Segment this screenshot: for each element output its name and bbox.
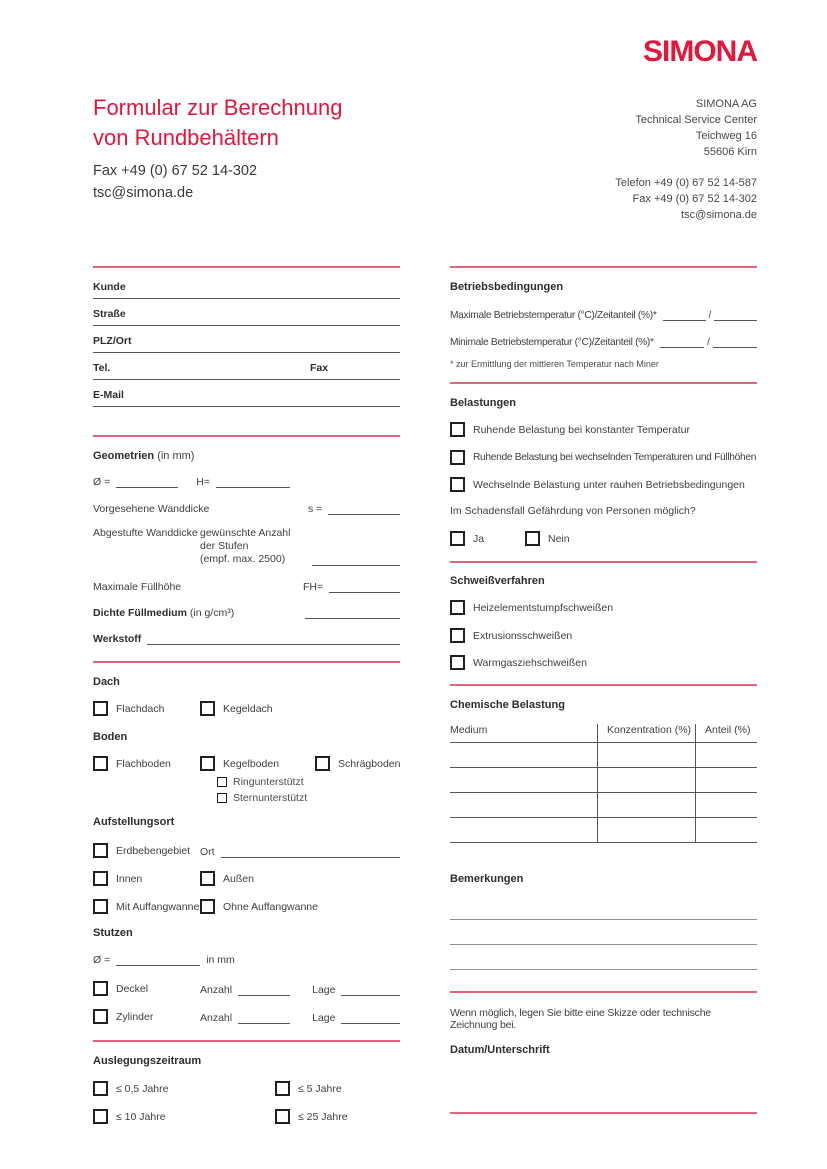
bemerkungen-line[interactable]: [450, 969, 757, 970]
boden-options-row: [93, 756, 400, 771]
fuellhoehe-input-line[interactable]: [329, 579, 400, 593]
deckel-lage-label: Lage: [312, 984, 336, 996]
boden-heading: Boden: [93, 731, 128, 743]
deckel-checkbox[interactable]: [93, 981, 108, 996]
dach-options-row: [93, 701, 400, 716]
bemerkungen-heading: Bemerkungen: [450, 873, 524, 885]
page-title-line2: von Rundbehältern: [93, 125, 279, 150]
ja-nein-row: [450, 531, 757, 546]
zylinder-row: [93, 1009, 400, 1024]
abgestufte-wanddicke-row: [93, 527, 400, 566]
stufen-note-line2: der Stufen: [200, 540, 249, 552]
kegelboden-label: Kegelboden: [223, 757, 280, 770]
heizelement-checkbox[interactable]: [450, 600, 465, 615]
stutzen-durchmesser-label: Ø =: [93, 954, 111, 966]
warmgas-label: Warmgasziehschweißen: [473, 656, 587, 669]
kegelboden-checkbox[interactable]: [200, 756, 215, 771]
auslegung-5-label: ≤ 5 Jahre: [298, 1082, 342, 1095]
auslegung-5-checkbox[interactable]: [275, 1081, 290, 1096]
auslegung-25-label: ≤ 25 Jahre: [298, 1110, 348, 1123]
ohne-auffangwanne-option: [200, 899, 318, 914]
ohne-auffangwanne-checkbox[interactable]: [200, 899, 215, 914]
gefaehrdung-frage: Im Schadensfall Gefährdung von Personen möglich?: [450, 505, 696, 517]
chemie-cell[interactable]: [450, 793, 597, 818]
wanddicke-row: [93, 501, 400, 515]
divider-rule: [450, 561, 757, 563]
deckel-anzahl-input-line[interactable]: [238, 982, 290, 996]
company-street: Teichweg 16: [695, 130, 757, 142]
chemie-cell[interactable]: [695, 743, 757, 768]
schraegboden-label: Schrägboden: [338, 757, 401, 770]
ort-input-line[interactable]: [221, 844, 400, 858]
innen-label: Innen: [116, 872, 143, 885]
stufen-note-line1: gewünschte Anzahl: [200, 527, 291, 539]
belastung-rauh-checkbox[interactable]: [450, 477, 465, 492]
geometrien-heading-suffix: (in mm): [157, 450, 195, 462]
min-zeitanteil-input-line[interactable]: [713, 334, 757, 348]
chemie-cell[interactable]: [597, 818, 695, 843]
chemie-cell[interactable]: [597, 743, 695, 768]
innen-checkbox[interactable]: [93, 871, 108, 886]
zylinder-option: [93, 1009, 200, 1024]
ja-option: [450, 531, 525, 546]
datum-unterschrift-heading: Datum/Unterschrift: [450, 1043, 550, 1056]
schweiss-heading: Schweißverfahren: [450, 575, 545, 587]
geometrien-heading: [93, 450, 400, 462]
hoehe-label: H=: [196, 476, 210, 488]
belastung-rauh-label: Wechselnde Belastung unter rauhen Betriebsbedingungen: [473, 478, 745, 491]
min-temp-slash: /: [707, 337, 710, 348]
dichte-row: [93, 605, 400, 619]
email-label: E-Mail: [93, 389, 124, 401]
chemie-cell[interactable]: [597, 793, 695, 818]
sternunterstuetzt-checkbox[interactable]: [217, 793, 227, 803]
zylinder-checkbox[interactable]: [93, 1009, 108, 1024]
auslegung-row1: [93, 1081, 400, 1096]
chemie-table: [450, 724, 757, 843]
divider-rule: [93, 1040, 400, 1042]
auslegung-25-checkbox[interactable]: [275, 1109, 290, 1124]
dichte-label-suffix: (in g/cm³): [189, 607, 235, 619]
left-column: [93, 258, 400, 1124]
signature-rule[interactable]: [450, 1112, 757, 1114]
wanddicke-label: Vorgesehene Wanddicke: [93, 503, 210, 515]
belastung-option-3: [450, 477, 757, 492]
deckel-label: Deckel: [116, 982, 149, 995]
company-name: SIMONA AG: [695, 98, 757, 110]
divider-rule: [450, 266, 757, 268]
fuellhoehe-row: [93, 579, 400, 593]
auslegung-10-option: [93, 1109, 275, 1124]
flachdach-checkbox[interactable]: [93, 701, 108, 716]
title-fax: Fax +49 (0) 67 52 14-302: [93, 163, 258, 179]
belastung-wechselnd-checkbox[interactable]: [450, 450, 465, 465]
zylinder-lage-label: Lage: [312, 1012, 336, 1024]
company-dept: Technical Service Center: [635, 114, 757, 126]
extrusion-label: Extrusionsschweißen: [473, 629, 573, 642]
warmgas-checkbox[interactable]: [450, 655, 465, 670]
mit-auffangwanne-checkbox[interactable]: [93, 899, 108, 914]
stutzen-unit-label: in mm: [206, 954, 235, 966]
chemie-heading: Chemische Belastung: [450, 699, 565, 711]
flachdach-label: Flachdach: [116, 702, 165, 715]
werkstoff-row: [93, 631, 400, 645]
sternunterstuetzt-label: Sternunterstützt: [233, 792, 308, 804]
min-temp-row: [450, 334, 757, 348]
ja-label: Ja: [473, 532, 485, 545]
ringunterstuetzt-option: [217, 776, 400, 788]
tel-label: Tel.: [93, 362, 111, 374]
wanddicke-input-line[interactable]: [328, 501, 400, 515]
chemie-col-konzentration: Konzentration (%): [597, 724, 695, 743]
auslegung-10-checkbox[interactable]: [93, 1109, 108, 1124]
chemie-cell[interactable]: [450, 818, 597, 843]
company-fax: Fax +49 (0) 67 52 14-302: [632, 193, 757, 205]
bemerkungen-line[interactable]: [450, 944, 757, 945]
schweiss-option-3: [450, 655, 757, 670]
durchmesser-label: Ø =: [93, 476, 111, 488]
aussen-label: Außen: [223, 872, 254, 885]
kegeldach-checkbox[interactable]: [200, 701, 215, 716]
extrusion-checkbox[interactable]: [450, 628, 465, 643]
deckel-anzahl-label: Anzahl: [200, 984, 233, 996]
stutzen-heading: Stutzen: [93, 927, 133, 939]
max-temp-input-line[interactable]: [663, 307, 706, 321]
belastung-konstant-checkbox[interactable]: [450, 422, 465, 437]
aussen-option: [200, 871, 254, 886]
belastung-wechselnd-label: Ruhende Belastung bei wechselnden Temperaturen und Füllhöhen: [473, 452, 757, 463]
min-temp-label: Minimale Betriebstemperatur (°C)/Zeitanteil (%)*: [450, 337, 654, 348]
max-temp-label: Maximale Betriebstemperatur (°C)/Zeitanteil (%)*: [450, 310, 657, 321]
werkstoff-input-line[interactable]: [147, 631, 400, 645]
ringunterstuetzt-label: Ringunterstützt: [233, 776, 304, 788]
betrieb-heading: Betriebsbedingungen: [450, 281, 564, 293]
divider-rule: [450, 684, 757, 686]
max-temp-row: [450, 307, 757, 321]
zylinder-anzahl-input-line[interactable]: [238, 1010, 290, 1024]
stufen-input-line[interactable]: [312, 552, 400, 566]
geometrien-heading-text: Geometrien: [93, 450, 155, 462]
page-title: [93, 93, 342, 153]
chemie-col-medium: Medium: [450, 724, 597, 743]
chemie-cell[interactable]: [450, 768, 597, 793]
schweiss-option-2: [450, 628, 757, 643]
heizelement-label: Heizelementstumpfschweißen: [473, 601, 614, 614]
nein-checkbox[interactable]: [525, 531, 540, 546]
strasse-field[interactable]: [93, 308, 400, 326]
plz-ort-field[interactable]: [93, 335, 400, 353]
dach-heading: Dach: [93, 676, 120, 688]
erdbebengebiet-row: [93, 843, 400, 858]
ringunterstuetzt-checkbox[interactable]: [217, 777, 227, 787]
innen-aussen-row: [93, 871, 400, 886]
divider-rule: [93, 266, 400, 268]
bemerkungen-line[interactable]: [450, 919, 757, 920]
zylinder-lage-input-line[interactable]: [341, 1010, 400, 1024]
hoehe-input-line[interactable]: [216, 474, 290, 488]
auffangwanne-row: [93, 899, 400, 914]
belastung-konstant-label: Ruhende Belastung bei konstanter Temperatur: [473, 423, 690, 436]
title-contact: [93, 160, 257, 204]
schraegboden-option: [315, 756, 400, 771]
ja-checkbox[interactable]: [450, 531, 465, 546]
fax-label: Fax: [310, 362, 329, 374]
chemie-cell[interactable]: [597, 768, 695, 793]
email-field[interactable]: [93, 389, 400, 407]
mit-auffangwanne-option: [93, 899, 200, 914]
miner-footnote: * zur Ermittlung der mittleren Temperatur nach Miner: [450, 359, 659, 369]
belastungen-heading: Belastungen: [450, 397, 517, 409]
dichte-label-bold: Dichte Füllmedium: [93, 607, 187, 619]
stutzen-durchmesser-row: [93, 952, 400, 966]
chemie-cell[interactable]: [695, 793, 757, 818]
company-email: tsc@simona.de: [681, 209, 757, 221]
stufen-note-line3: (empf. max. 2500): [200, 553, 286, 565]
durchmesser-input-line[interactable]: [116, 474, 178, 488]
nein-option: [525, 531, 570, 546]
chemie-col-anteil: Anteil (%): [695, 724, 757, 743]
divider-rule: [450, 382, 757, 384]
kegeldach-option: [200, 701, 273, 716]
dichte-input-line[interactable]: [305, 605, 400, 619]
chemie-cell[interactable]: [695, 818, 757, 843]
schweiss-option-1: [450, 600, 757, 615]
simona-logo: SIMONA: [643, 35, 757, 68]
company-city: 55606 Kirn: [703, 146, 757, 158]
auslegung-5-option: [275, 1081, 342, 1096]
kunde-field[interactable]: [93, 281, 400, 299]
s-label: s =: [308, 503, 323, 515]
flachboden-option: [93, 756, 200, 771]
divider-rule: [93, 661, 400, 663]
strasse-label: Straße: [93, 308, 126, 320]
auslegung-10-label: ≤ 10 Jahre: [116, 1110, 166, 1123]
auslegung-05-label: ≤ 0,5 Jahre: [116, 1082, 169, 1095]
chemie-cell[interactable]: [450, 743, 597, 768]
erdbebengebiet-option: [93, 843, 200, 858]
title-email: tsc@simona.de: [93, 185, 194, 201]
deckel-lage-input-line[interactable]: [341, 982, 400, 996]
nein-label: Nein: [548, 532, 570, 545]
stufen-note: [200, 527, 304, 566]
auslegung-heading: Auslegungszeitraum: [93, 1055, 202, 1067]
durchmesser-hoehe-row: [93, 474, 400, 488]
fh-label: FH=: [303, 581, 324, 593]
dichte-label: [93, 607, 305, 619]
divider-rule: [450, 991, 757, 993]
kegelboden-option: [200, 756, 315, 771]
deckel-option: [93, 981, 200, 996]
auslegung-25-option: [275, 1109, 348, 1124]
min-temp-input-line[interactable]: [660, 334, 704, 348]
auslegung-row2: [93, 1109, 400, 1124]
stutzen-durchmesser-input-line[interactable]: [116, 952, 200, 966]
flachdach-option: [93, 701, 200, 716]
ohne-auffangwanne-label: Ohne Auffangwanne: [223, 900, 318, 913]
address-gap: [615, 160, 757, 175]
auslegung-05-checkbox[interactable]: [93, 1081, 108, 1096]
deckel-row: [93, 981, 400, 996]
max-temp-slash: /: [708, 310, 712, 321]
plz-ort-label: PLZ/Ort: [93, 335, 132, 347]
aussen-checkbox[interactable]: [200, 871, 215, 886]
zylinder-label: Zylinder: [116, 1010, 154, 1023]
erdbebengebiet-checkbox[interactable]: [93, 843, 108, 858]
mit-auffangwanne-label: Mit Auffangwanne: [116, 900, 200, 913]
max-zeitanteil-input-line[interactable]: [714, 307, 757, 321]
fuellhoehe-label: Maximale Füllhöhe: [93, 581, 182, 593]
kegeldach-label: Kegeldach: [223, 702, 273, 715]
company-address-block: [615, 96, 757, 223]
abgestufte-label: Abgestufte Wanddicke: [93, 527, 198, 539]
flachboden-label: Flachboden: [116, 757, 171, 770]
company-phone: Telefon +49 (0) 67 52 14-587: [615, 177, 757, 189]
sternunterstuetzt-option: [217, 792, 400, 804]
aufstellungsort-heading: Aufstellungsort: [93, 816, 175, 828]
auslegung-05-option: [93, 1081, 275, 1096]
zylinder-anzahl-label: Anzahl: [200, 1012, 233, 1024]
divider-rule: [93, 435, 400, 437]
skizze-hinweis: Wenn möglich, legen Sie bitte eine Skizze oder technische Zeichnung bei.: [450, 1006, 711, 1031]
page-title-line1: Formular zur Berechnung: [93, 95, 343, 120]
werkstoff-label: Werkstoff: [93, 633, 142, 645]
right-column: [450, 258, 757, 1114]
schraegboden-checkbox[interactable]: [315, 756, 330, 771]
kunde-label: Kunde: [93, 281, 126, 293]
erdbebengebiet-label: Erdbebengebiet: [116, 844, 191, 857]
chemie-cell[interactable]: [695, 768, 757, 793]
innen-option: [93, 871, 200, 886]
tel-fax-field[interactable]: [93, 362, 400, 380]
belastung-option-2: [450, 450, 757, 465]
ort-label: Ort: [200, 846, 215, 858]
belastung-option-1: [450, 422, 757, 437]
flachboden-checkbox[interactable]: [93, 756, 108, 771]
